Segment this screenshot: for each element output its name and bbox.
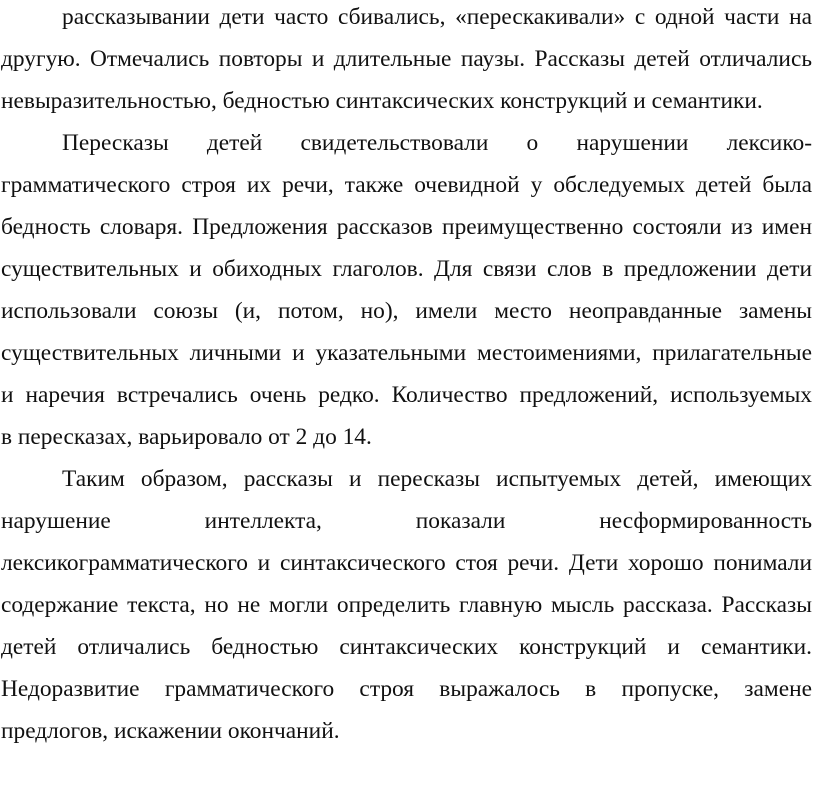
- paragraph-2-line-5: использовали союзы (и, потом, но), имели место неоправданные замены: [1, 298, 812, 324]
- paragraph-2-line-8: в пересказах, варьировало от 2 до 14.: [1, 424, 372, 450]
- paragraph-2-line-2: грамматического строя их речи, также очевидной у обследуемых детей была: [1, 172, 812, 198]
- paragraph-3-line-3: лексикограмматического и синтаксического стоя речи. Дети хорошо понимали: [1, 550, 812, 576]
- paragraph-1-line-2: другую. Отмечались повторы и длительные паузы. Рассказы детей отличались: [1, 46, 812, 72]
- paragraph-2-line-4: существительных и обиходных глаголов. Для связи слов в предложении дети: [1, 256, 812, 282]
- paragraph-3-line-2: нарушение интеллекта, показали несформированность: [1, 508, 812, 534]
- paragraph-2-line-6: существительных личными и указательными местоимениями, прилагательные: [1, 340, 812, 366]
- paragraph-3-line-4: содержание текста, но не могли определить главную мысль рассказа. Рассказы: [1, 592, 812, 618]
- paragraph-3-line-6: Недоразвитие грамматического строя выражалось в пропуске, замене: [1, 676, 812, 702]
- paragraph-2-line-3: бедность словаря. Предложения рассказов преимущественно состояли из имен: [1, 214, 812, 240]
- paragraph-2-line-1: Пересказы детей свидетельствовали о нарушении лексико-: [62, 130, 812, 156]
- paragraph-3-line-1: Таким образом, рассказы и пересказы испытуемых детей, имеющих: [62, 466, 812, 492]
- paragraph-3-line-5: детей отличались бедностью синтаксических конструкций и семантики.: [1, 634, 812, 660]
- paragraph-2-line-7: и наречия встречались очень редко. Количество предложений, используемых: [1, 382, 812, 408]
- paragraph-1-line-1: рассказывании дети часто сбивались, «перескакивали» с одной части на: [62, 4, 812, 30]
- paragraph-3-line-7: предлогов, искажении окончаний.: [1, 718, 340, 744]
- paragraph-1-line-3: невыразительностью, бедностью синтаксических конструкций и семантики.: [1, 88, 763, 114]
